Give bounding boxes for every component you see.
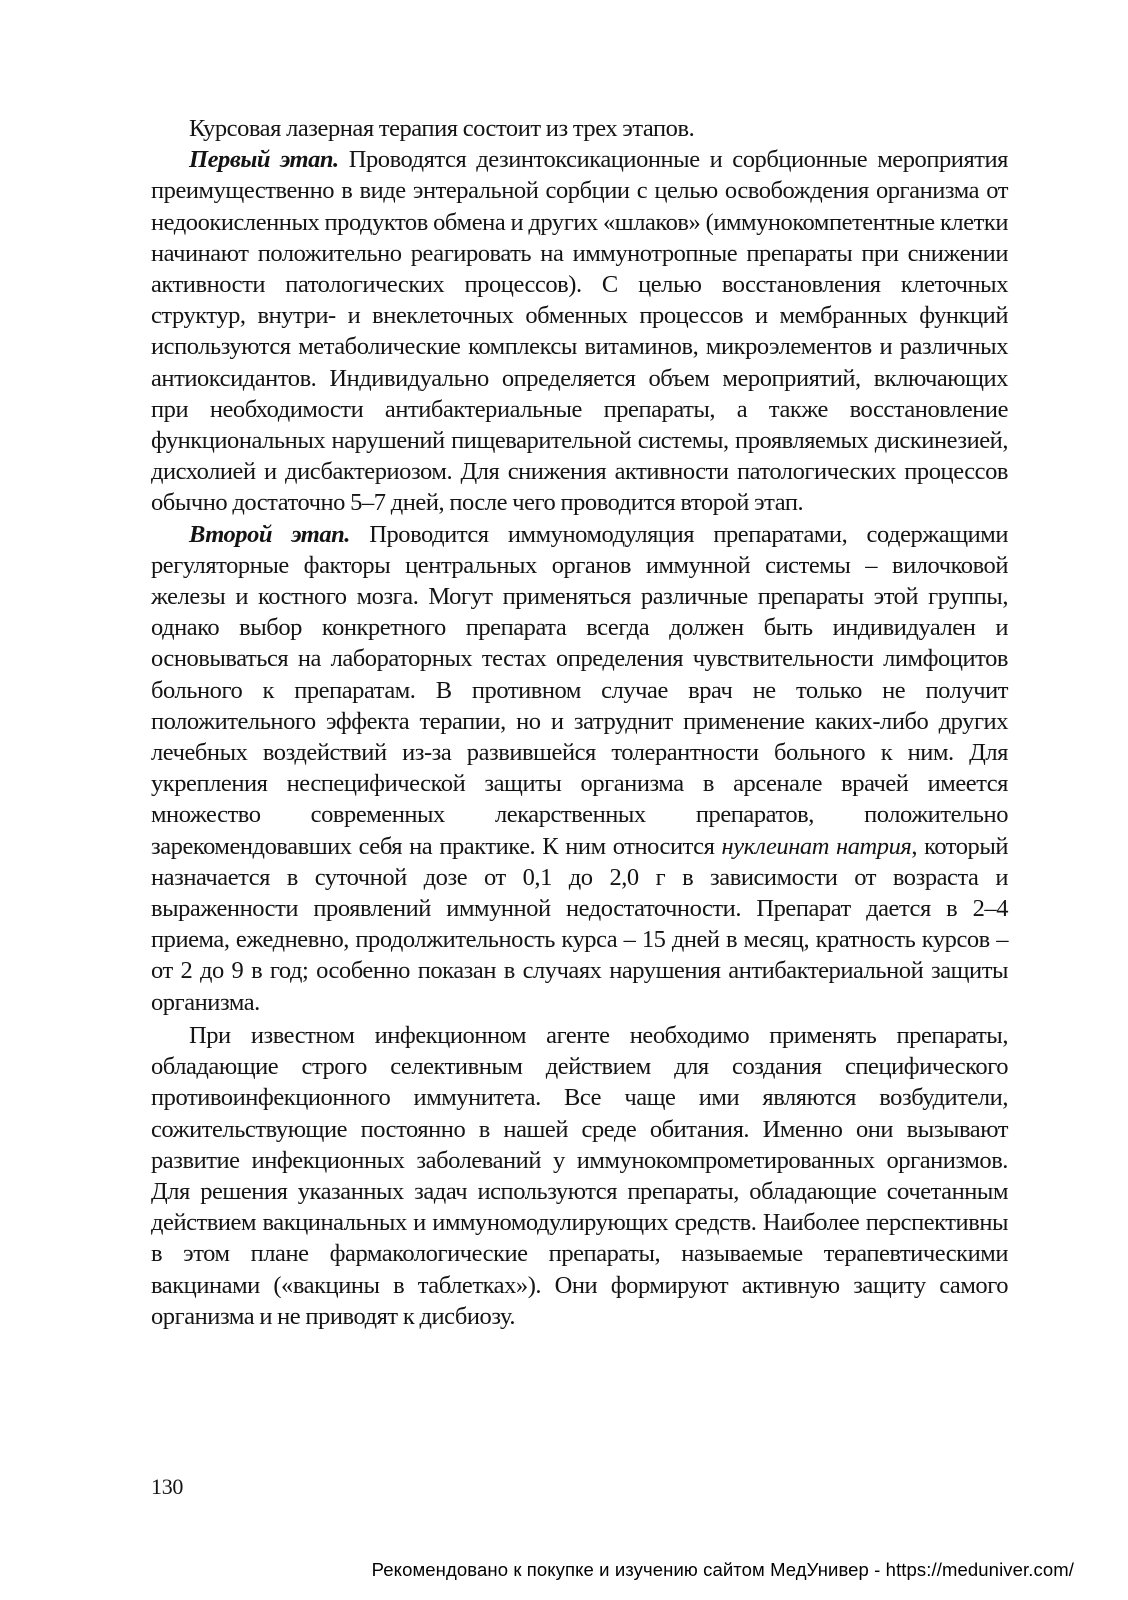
stage-one-heading: Первый этап. bbox=[189, 146, 339, 174]
vaccine-paragraph: При известном инфекционном агенте необходимо применять препараты, обладающие строго селективным действием для создания специфического противоинфекционного иммунитета. Все чаще ими являются возбудители, сожительствующие постоянно в нашей среде обитания. Именно они вызывают развитие инфекционных заболеваний у иммунокомпрометированных организмов. Для решения указанных задач используются препараты, обладающие сочетанным действием вакцинальных и иммуномодулирующих средств. Наиболее перспективны в этом плане фармакологические препараты, называемые терапевтическими вакцинами («вакцины в таблетках»). Они формируют активную защиту самого организма и не приводят к дисбиозу. bbox=[151, 1021, 1008, 1330]
stage-two-text-after: , который назначается в суточной дозе от 0,1 до 2,0 г в зависимости от возраста и выраженности проявлений иммунной недостаточности. Препарат дается в 2–4 приема, ежедневно, продолжительность курса – 15 дней в месяц, кратность курсов – от 2 до 9 в год; особенно показан в случаях нарушения антибактериальной защиты организма. bbox=[151, 832, 1009, 1016]
stage-two-text-before: Проводится иммуномодуляция препаратами, содержащими регуляторные факторы центральных органов иммунной системы – вилочковой железы и костного мозга. Могут применяться различные препараты этой группы, однако выбор конкретного препарата всегда должен быть индивидуален и основываться на лабораторных тестах определения чувствительности лимфоцитов больного к препаратам. В противном случае врач не только не получит положительного эффекта терапии, но и затруднит применение каких-либо других лечебных воздействий из-за развившейся толерантности больного к ним. Для укрепления неспецифической защиты организма в арсенале врачей имеется множество современных лекарственных препаратов, положительно зарекомендовавших себя на практике. К ним относится bbox=[151, 520, 1008, 860]
stage-two-paragraph bbox=[151, 519, 1008, 1018]
stage-two-heading: Второй этап. bbox=[189, 520, 350, 548]
intro-paragraph: Курсовая лазерная терапия состоит из трех этапов. bbox=[189, 115, 695, 142]
stage-one-text: Проводятся дезинтоксикационные и сорбционные мероприятия преимущественно в виде энтеральной сорбции с целью освобождения организма от недоокисленных продуктов обмена и других «шлаков» (иммунокомпетентные клетки начинают положительно реагировать на иммунотропные препараты при снижении активности патологических процессов). С целью восстановления клеточных структур, внутри- и внеклеточных обменных процессов и мембранных функций используются метаболические комплексы витаминов, микроэлементов и различных антиоксидантов. Индивидуально определяется объем мероприятий, включающих при необходимости антибактериальные препараты, а также восстановление функциональных нарушений пищеварительной системы, проявляемых дискинезией, дисхолией и дисбактериозом. Для снижения активности патологических процессов обычно достаточно 5–7 дней, после чего проводится второй этап. bbox=[151, 146, 1009, 517]
page-number: 130 bbox=[151, 1474, 184, 1499]
page-body bbox=[151, 113, 1008, 1332]
drug-name: нуклеинат натрия bbox=[721, 832, 912, 860]
stage-one-paragraph bbox=[151, 144, 1008, 518]
footer-watermark: Рекомендовано к покупке и изучению сайтом МедУнивер - https://meduniver.com/ bbox=[371, 1559, 1074, 1580]
